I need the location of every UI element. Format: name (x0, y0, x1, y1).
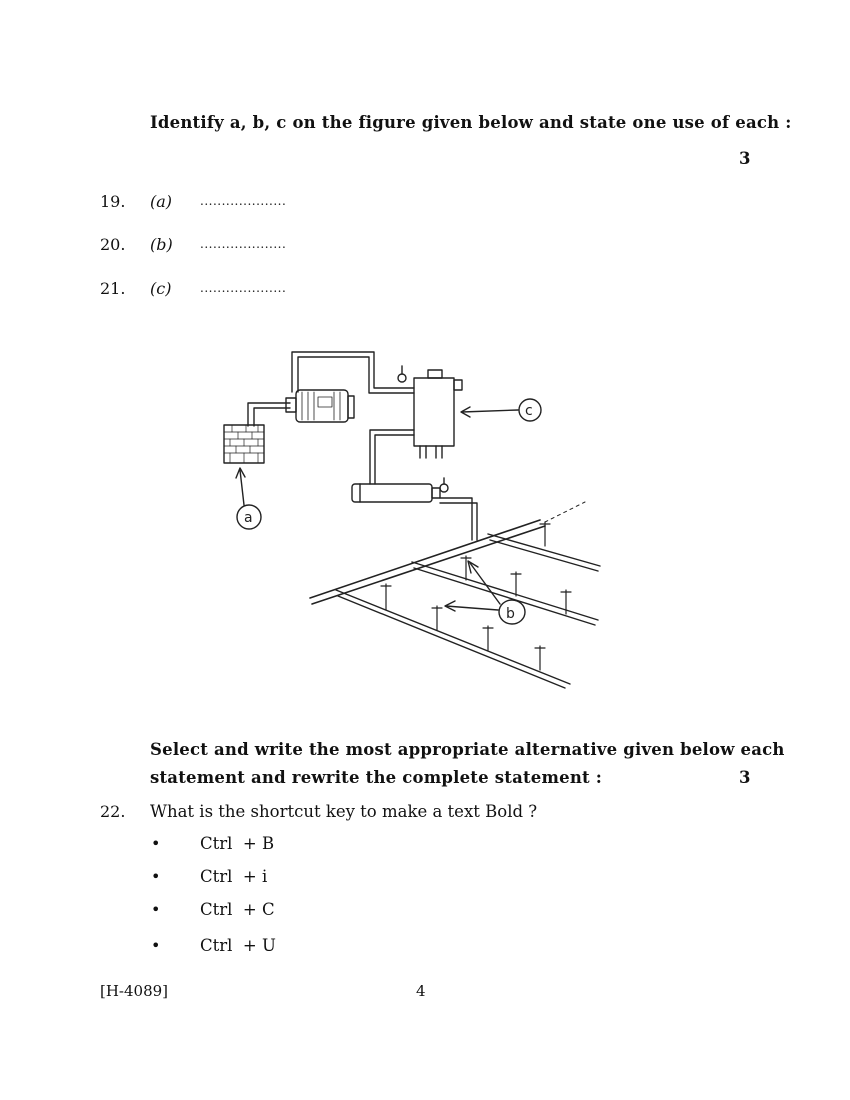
main-line (310, 520, 540, 598)
lateral-line (488, 534, 600, 566)
option-item: Ctrl + i (200, 867, 268, 886)
section1-marks: 3 (739, 149, 751, 168)
option-item: Ctrl + C (200, 900, 275, 919)
question-number: 19. (100, 192, 126, 211)
pressure-gauge (440, 484, 448, 492)
question-part: (b) (150, 235, 173, 254)
section2-marks: 3 (739, 768, 751, 787)
filter-unit (414, 378, 454, 446)
paper-code: [H-4089] (100, 982, 169, 1000)
bullet: • (151, 936, 161, 955)
question-number: 22. (100, 802, 126, 821)
question-number: 20. (100, 235, 126, 254)
pressure-gauge-top (398, 374, 406, 382)
section2-instruction-line2: statement and rewrite the complete statement : (150, 768, 603, 787)
drippers (381, 522, 571, 670)
answer-blank: .................... (200, 281, 287, 295)
pump-coupling (286, 398, 296, 412)
section2-instruction-line1: Select and write the most appropriate alternative given below each (150, 740, 785, 759)
answer-blank: .................... (200, 194, 287, 208)
answer-blank: .................... (200, 237, 287, 251)
label-c: c (525, 403, 533, 419)
option-item: Ctrl + U (200, 936, 276, 955)
question-part: (a) (150, 192, 173, 211)
fertilizer-tank (352, 484, 432, 502)
page-number: 4 (416, 982, 426, 1000)
brick-pattern (224, 425, 264, 463)
pipe-top (292, 352, 414, 392)
label-b: b (506, 606, 515, 622)
bullet: • (151, 834, 161, 853)
bullet: • (151, 900, 161, 919)
question-number: 21. (100, 279, 126, 298)
option-item: Ctrl + B (200, 834, 275, 853)
label-a: a (244, 510, 253, 526)
section1-instruction: Identify a, b, c on the figure given below and state one use of each : (150, 113, 792, 132)
question-part: (c) (150, 279, 172, 298)
bullet: • (151, 867, 161, 886)
question-text: What is the shortcut key to make a text Bold ? (150, 802, 538, 821)
